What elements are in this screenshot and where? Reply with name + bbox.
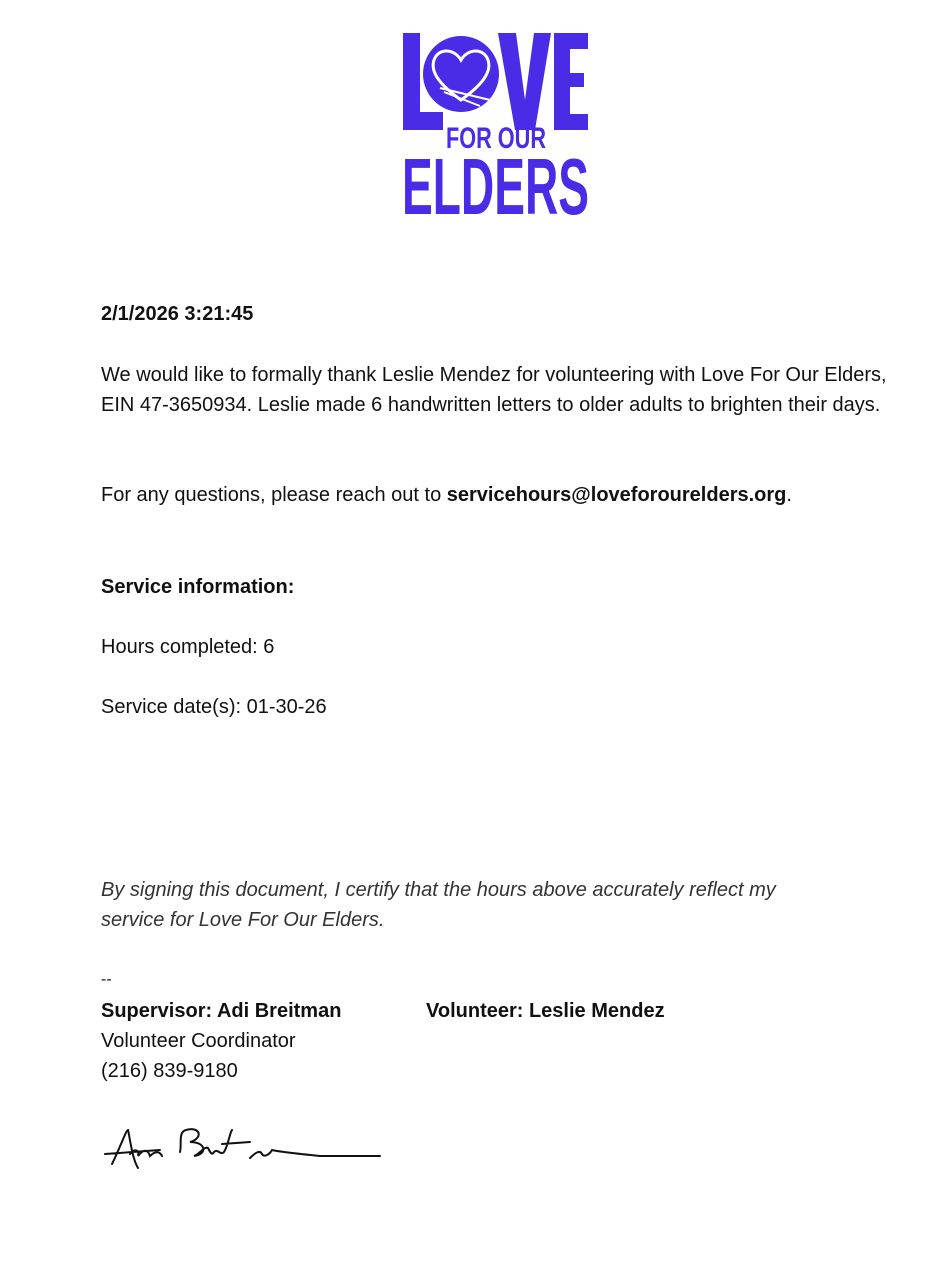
hours-completed: Hours completed: 6 — [101, 636, 275, 658]
supervisor-name: Supervisor: Adi Breitman — [101, 1000, 342, 1022]
service-dates: Service date(s): 01-30-26 — [101, 696, 327, 718]
volunteer-name: Volunteer: Leslie Mendez — [426, 1000, 665, 1022]
svg-text:FOR OUR: FOR OUR — [446, 122, 547, 155]
contact-prefix: For any questions, please reach out to — [101, 484, 447, 506]
service-heading: Service information: — [101, 576, 295, 598]
supervisor-title: Volunteer Coordinator — [101, 1030, 296, 1052]
contact-email-link[interactable]: servicehours@loveforourelders.org — [446, 484, 787, 506]
contact-suffix: . — [786, 484, 792, 506]
timestamp: 2/1/2026 3:21:45 — [101, 303, 254, 325]
supervisor-phone: (216) 839-9180 — [101, 1060, 238, 1082]
supervisor-signature — [100, 1118, 390, 1178]
certification-statement: By signing this document, I certify that the hours above accurately reflect my service for Love For Our Elders. — [101, 879, 776, 931]
contact-line — [101, 480, 792, 510]
thanks-paragraph: We would like to formally thank Leslie Mendez for volunteering with Love For Our Elders, EIN 47-3650934. Leslie made 6 handwritten letters to older adults to brighten their days. — [101, 364, 887, 416]
svg-text:ELDERS: ELDERS — [402, 142, 589, 218]
separator: -- — [101, 971, 112, 988]
love-for-our-elders-logo — [400, 30, 592, 218]
